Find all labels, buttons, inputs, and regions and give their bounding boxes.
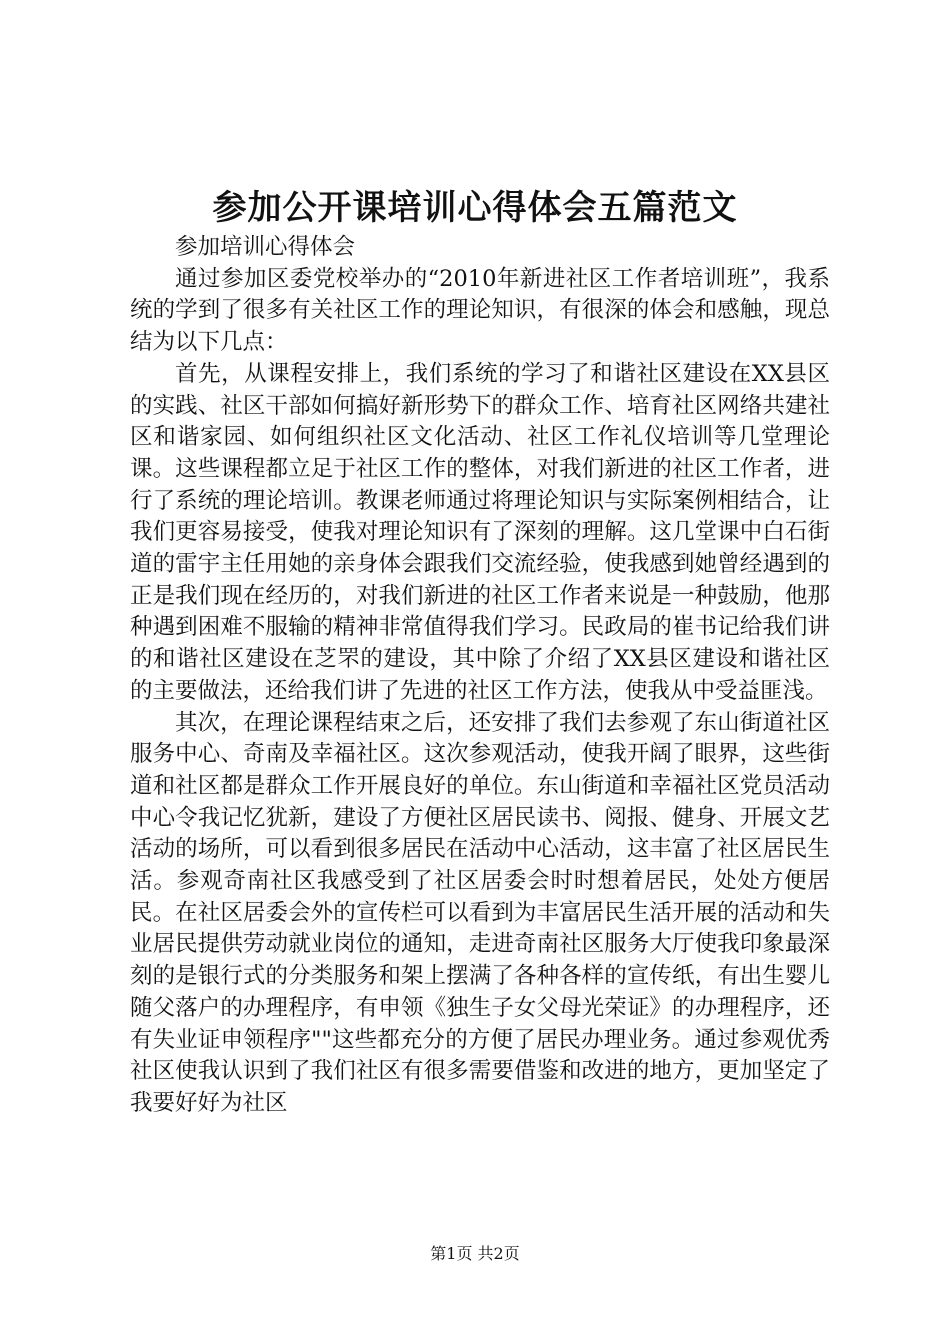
document-body	[130, 232, 830, 1120]
section-heading: 参加培训心得体会	[175, 234, 356, 260]
document-title: 参加公开课培训心得体会五篇范文	[212, 188, 738, 228]
paragraph-first-point: 首先，从课程安排上，我们系统的学习了和谐社区建设在XX县区的实践、社区干部如何搞好新形势下的群众工作、培育社区网络共建社区和谐家园、如何组织社区文化活动、社区工作礼仪培训等几堂理论课。这些课程都立足于社区工作的整体，对我们新进的社区工作者，进行了系统的理论培训。教课老师通过将理论知识与实际案例相结合，让我们更容易接受，使我对理论知识有了深刻的理解。这几堂课中白石街道的雷宇主任用她的亲身体会跟我们交流经验，使我感到她曾经遇到的正是我们现在经历的，对我们新进的社区工作者来说是一种鼓励，他那种遇到困难不服输的精神非常值得我们学习。民政局的崔书记给我们讲的和谐社区建设在芝罘的建设，其中除了介绍了XX县区建设和谐社区的主要做法，还给我们讲了先进的社区工作方法，使我从中受益匪浅。	[130, 360, 830, 704]
page-number-footer: 第1页 共2页	[430, 1244, 520, 1263]
paragraph-second-point: 其次，在理论课程结束之后，还安排了我们去参观了东山街道社区服务中心、奇南及幸福社区。这次参观活动，使我开阔了眼界，这些街道和社区都是群众工作开展良好的单位。东山街道和幸福社区党员活动中心令我记忆犹新，建设了方便社区居民读书、阅报、健身、开展文艺活动的场所，可以看到很多居民在活动中心活动，这丰富了社区居民生活。参观奇南社区我感受到了社区居委会时时想着居民，处处方便居民。在社区居委会外的宣传栏可以看到为丰富居民生活开展的活动和失业居民提供劳动就业岗位的通知，走进奇南社区服务大厅使我印象最深刻的是银行式的分类服务和架上摆满了各种各样的宣传纸，有出生婴儿随父落户的办理程序，有申领《独生子女父母光荣证》的办理程序，还有失业证申领程序""这些都充分的方便了居民办理业务。通过参观优秀社区使我认识到了我们社区有很多需要借鉴和改进的地方，更加坚定了我要好好为社区	[130, 709, 830, 1116]
paragraph-intro: 通过参加区委党校举办的“2010年新进社区工作者培训班”，我系统的学到了很多有关社区工作的理论知识，有很深的体会和感触，现总结为以下几点：	[130, 265, 830, 356]
